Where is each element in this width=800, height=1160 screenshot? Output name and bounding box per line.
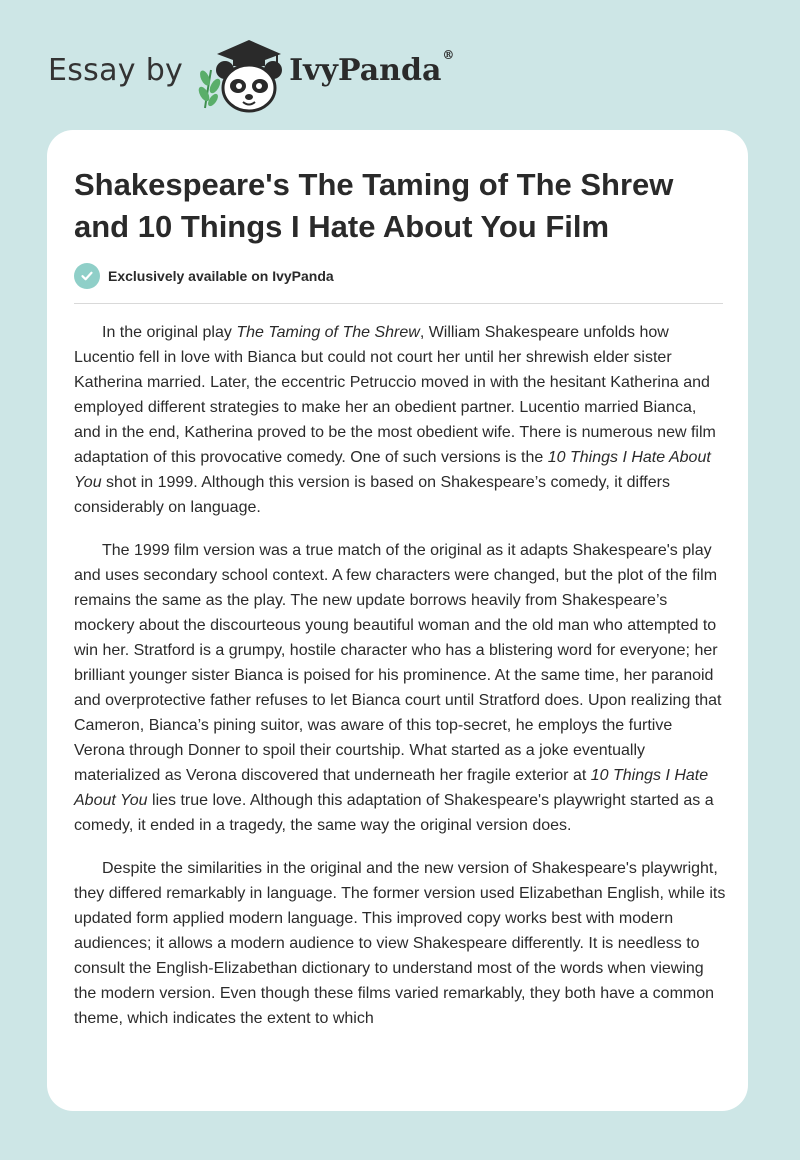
panda-graduate-icon[interactable] [195, 34, 287, 114]
play-title: The Taming of The Shrew [236, 324, 420, 341]
film-title: 10 Things I Hate About You [74, 767, 709, 809]
essay-card [47, 130, 748, 1111]
essay-title: Shakespeare's The Taming of The Shrew and 10 Things I Hate About You Film [74, 167, 674, 244]
site-header [48, 34, 454, 114]
exclusive-label: Exclusively available on IvyPanda [108, 268, 334, 284]
paragraph-1: In the original play The Taming of The Shrew, William Shakespeare unfolds how Lucentio fell in love with Bianca but could not court her until her shrewish elder sister Katherina married. Later, the eccentric Petruccio moved in with the hesitant Katherina and employed different strategies to make her an obedient partner. Lucentio married Bianca, and in the end, Katherina proved to be the most obedient wife. There is numerous new film adaptation of this provocative comedy. One of such versions is the 10 Things I Hate About You shot in 1999. Although this version is based on Shakespeare’s comedy, it differs considerably on language. [74, 324, 716, 516]
check-icon [74, 263, 100, 289]
paragraph-3: Despite the similarities in the original and the new version of Shakespeare's playwright, they differed remarkably in language. The former version used Elizabethan English, while its updated form applied modern language. This improved copy works best with modern audiences; it allows a modern audience to view Shakespeare differently. It is needless to consult the English-Elizabethan dictionary to understand most of the words when viewing the modern version. Even though these films varied remarkably, they both have a common theme, which indicates the extent to which [74, 860, 726, 1027]
registered-mark: ® [442, 47, 455, 62]
film-title: 10 Things I Hate About You [74, 449, 711, 491]
exclusive-badge [74, 263, 334, 289]
brand-logo-text[interactable]: IvyPanda® [289, 47, 455, 88]
paragraph-2: The 1999 film version was a true match of the original as it adapts Shakespeare's play and uses secondary school context. A few characters were changed, but the plot of the film remains the same as the play. The new update borrows heavily from Shakespeare’s mockery about the discourteous young beautiful woman and the old man who attempted to win her. Stratford is a grumpy, hostile character who has a blistering word for everyone; her brilliant younger sister Bianca is poised for his prominence. At the same time, her paranoid and overprotective father refuses to let Bianca court until Stratford does. Upon realizing that Cameron, Bianca’s pining suitor, was aware of this top-secret, he employs the furtive Verona through Donner to spoil their courtship. What started as a joke eventually materialized as Verona discovered that underneath her fragile exterior at 10 Things I Hate About You lies true love. Although this adaptation of Shakespeare's playwright started as a comedy, it ended in a tragedy, the same way the original version does. [74, 542, 722, 834]
essay-by-label: Essay by [48, 52, 184, 88]
divider [74, 303, 723, 304]
essay-body [74, 320, 726, 1031]
